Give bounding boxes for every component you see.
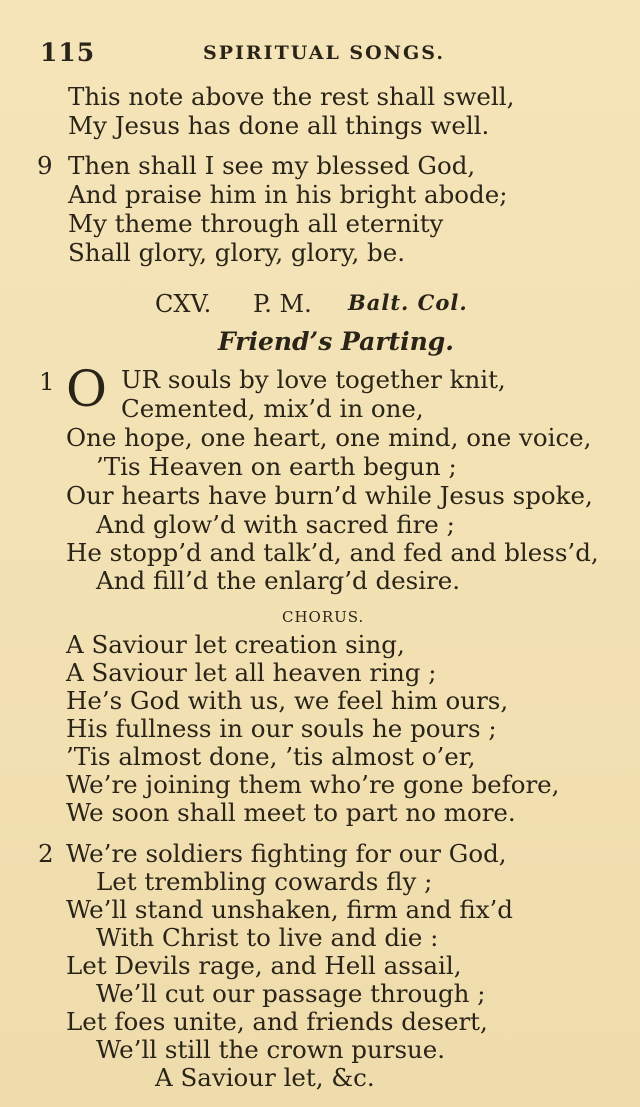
- running-title: SPIRITUAL SONGS.: [203, 42, 445, 64]
- chorus-line: He’s God with us, we feel him ours,: [66, 686, 509, 715]
- verse-line: He stopp’d and talk’d, and fed and bless’d,: [66, 538, 599, 567]
- chorus-line: ’Tis almost done, ’tis almost o’er,: [66, 742, 476, 771]
- verse-line: Then shall I see my blessed God,: [68, 151, 476, 180]
- hymn-number: CXV.: [155, 290, 212, 318]
- chorus-line: His fullness in our souls he pours ;: [66, 714, 497, 743]
- verse-line: Let trembling cowards fly ;: [96, 867, 433, 896]
- verse-line: One hope, one heart, one mind, one voice,: [66, 423, 592, 452]
- verse-line: My theme through all eternity: [68, 209, 444, 238]
- hymn-tune: Balt. Col.: [348, 290, 468, 315]
- hymn-heading: [0, 290, 640, 322]
- verse-line: Cemented, mix’d in one,: [121, 394, 424, 423]
- verse-line: We’ll cut our passage through ;: [96, 979, 486, 1008]
- chorus-line: A Saviour let creation sing,: [66, 630, 405, 659]
- hymn-meter: P. M.: [253, 290, 312, 318]
- chorus-line: We’re joining them who’re gone before,: [66, 770, 560, 799]
- hymn-title: Friend’s Parting.: [218, 327, 454, 356]
- page-header: [0, 38, 640, 68]
- verse-number: 2: [38, 839, 54, 868]
- verse-line: We’ll stand unshaken, firm and fix’d: [66, 895, 513, 924]
- verse-number: 9: [37, 151, 53, 180]
- verse-line: We’re soldiers fighting for our God,: [66, 839, 507, 868]
- verse-line: With Christ to live and die :: [96, 923, 439, 952]
- verse-line: Let Devils rage, and Hell assail,: [66, 951, 462, 980]
- verse-line: We’ll still the crown pursue.: [96, 1035, 446, 1064]
- chorus-label: CHORUS.: [282, 608, 365, 626]
- verse-line: This note above the rest shall swell,: [68, 82, 515, 111]
- verse-number: 1: [39, 367, 55, 396]
- refrain-cue: A Saviour let, &c.: [155, 1063, 375, 1092]
- verse-line: And fill’d the enlarg’d desire.: [96, 566, 461, 595]
- verse-line: And glow’d with sacred fire ;: [96, 510, 455, 539]
- verse-line: Our hearts have burn’d while Jesus spoke,: [66, 481, 593, 510]
- drop-cap: O: [66, 360, 107, 418]
- page-number: 115: [40, 38, 96, 67]
- verse-line: UR souls by love together knit,: [121, 365, 506, 394]
- verse-line: ’Tis Heaven on earth begun ;: [96, 452, 457, 481]
- verse-line: My Jesus has done all things well.: [68, 111, 490, 140]
- chorus-line: We soon shall meet to part no more.: [66, 798, 516, 827]
- verse-line: And praise him in his bright abode;: [68, 180, 508, 209]
- verse-line: Shall glory, glory, glory, be.: [68, 238, 406, 267]
- chorus-line: A Saviour let all heaven ring ;: [66, 658, 437, 687]
- verse-line: Let foes unite, and friends desert,: [66, 1007, 488, 1036]
